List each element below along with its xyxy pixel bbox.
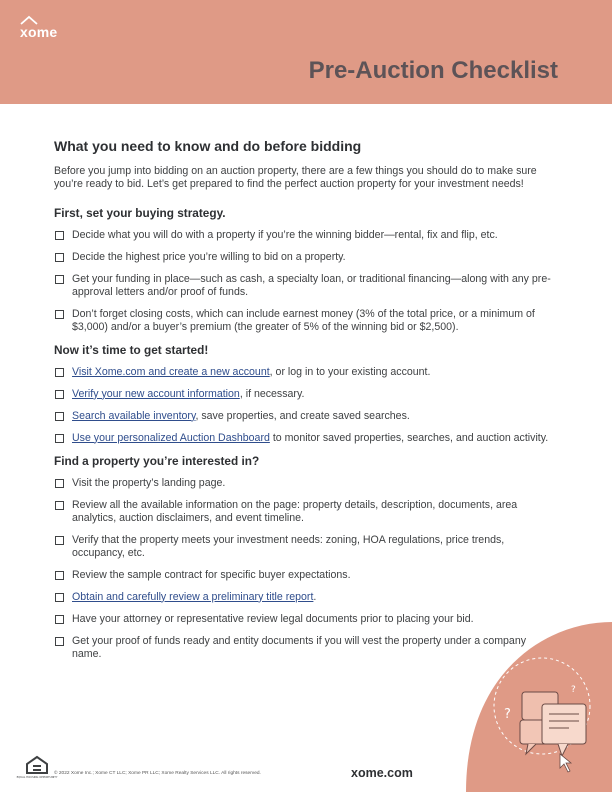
checklist-item [54,273,556,299]
checkbox-icon[interactable] [55,368,64,377]
checkbox-icon[interactable] [55,479,64,488]
item-text: Visit the property’s landing page. [72,476,226,489]
checklist-item [54,432,556,445]
equal-housing-logo [16,755,58,784]
verify-account-link[interactable]: Verify your new account information [72,387,240,400]
checkbox-icon[interactable] [55,593,64,602]
item-text: Decide what you will do with a property if you’re the winning bidder—rental, fix and flip, etc. [72,228,498,241]
checklist-item [54,308,556,334]
checklist-item [54,477,556,490]
auction-dashboard-link[interactable]: Use your personalized Auction Dashboard [72,431,270,444]
create-account-link[interactable]: Visit Xome.com and create a new account [72,365,270,378]
item-text: Get your proof of funds ready and entity documents if you will vest the property under a company name. [72,634,527,660]
checkbox-icon[interactable] [55,390,64,399]
item-text: , or log in to your existing account. [269,365,431,378]
checklist-item [54,388,556,401]
item-text: Verify that the property meets your investment needs: zoning, HOA regulations, price trends, occupancy, etc. [72,533,505,559]
checklist [54,229,556,334]
item-text: Have your attorney or representative review legal documents prior to placing your bid. [72,612,474,625]
checkbox-icon[interactable] [55,275,64,284]
copyright-text: © 2022 Xome Inc.; Xome CT LLC; Xome PR LLC; Xome Realty Services LLC. All rights reserved. [54,771,261,776]
section-get-started [54,343,556,445]
title-report-link[interactable]: Obtain and carefully review a preliminary title report [72,590,314,603]
item-text: Don’t forget closing costs, which can include earnest money (3% of the total price, or a minimum of $3,000) and/or a buyer’s premium (the greater of 5% of the winning bid or $2,500). [72,307,535,333]
checkbox-icon[interactable] [55,615,64,624]
checklist-item [54,410,556,423]
item-text: . [313,590,317,603]
section-heading: First, set your buying strategy. [54,205,226,220]
item-text: Decide the highest price you’re willing to bid on a property. [72,250,346,263]
search-inventory-link[interactable]: Search available inventory [72,409,196,422]
item-text: Review all the available information on the page: property details, description, documents, area analytics, auction disclaimers, and event timeline. [72,498,518,524]
item-text: , if necessary. [239,387,305,400]
checklist-item [54,251,556,264]
checklist-item [54,569,556,582]
svg-text:?: ? [571,685,576,695]
equal-housing-text: EQUAL HOUSING OPPORTUNITY [16,776,58,779]
checkbox-icon[interactable] [55,434,64,443]
checklist-item [54,534,556,560]
checkbox-icon[interactable] [55,637,64,646]
checkbox-icon[interactable] [55,231,64,240]
section-heading: Find a property you’re interested in? [54,453,260,468]
chat-bubbles-icon [466,622,612,792]
section-heading: Now it’s time to get started! [54,342,209,357]
item-text: , save properties, and create saved searches. [195,409,410,422]
checklist-item [54,591,556,604]
decorative-illustration [466,622,612,792]
svg-text:?: ? [504,707,511,722]
intro-paragraph: Before you jump into bidding on an auction property, there are a few things you should do to make sure you’re ready to bid. Let’s get prepared to find the perfect auction property for your investment needs! [54,165,537,191]
checkbox-icon[interactable] [55,412,64,421]
checkbox-icon[interactable] [55,536,64,545]
website-link[interactable]: xome.com [351,766,413,780]
checklist-item [54,499,556,525]
checklist [54,366,556,445]
checkbox-icon[interactable] [55,501,64,510]
main-heading: What you need to know and do before bidding [54,138,362,154]
page-header [0,0,612,104]
page-title: Pre-Auction Checklist [308,57,558,84]
item-text: Review the sample contract for specific buyer expectations. [72,568,351,581]
logo-text: xome [20,24,58,40]
checklist-content [54,138,556,670]
checkbox-icon[interactable] [55,310,64,319]
checkbox-icon[interactable] [55,253,64,262]
checklist-item [54,366,556,379]
checkbox-icon[interactable] [55,571,64,580]
xome-logo[interactable] [18,16,66,40]
section-buying-strategy [54,206,556,334]
equal-housing-icon [16,755,58,779]
item-text: to monitor saved properties, searches, and auction activity. [269,431,549,444]
item-text: Get your funding in place—such as cash, a specialty loan, or traditional financing—along with any pre-approval letters and/or proof of funds. [72,272,551,298]
checklist-item [54,229,556,242]
